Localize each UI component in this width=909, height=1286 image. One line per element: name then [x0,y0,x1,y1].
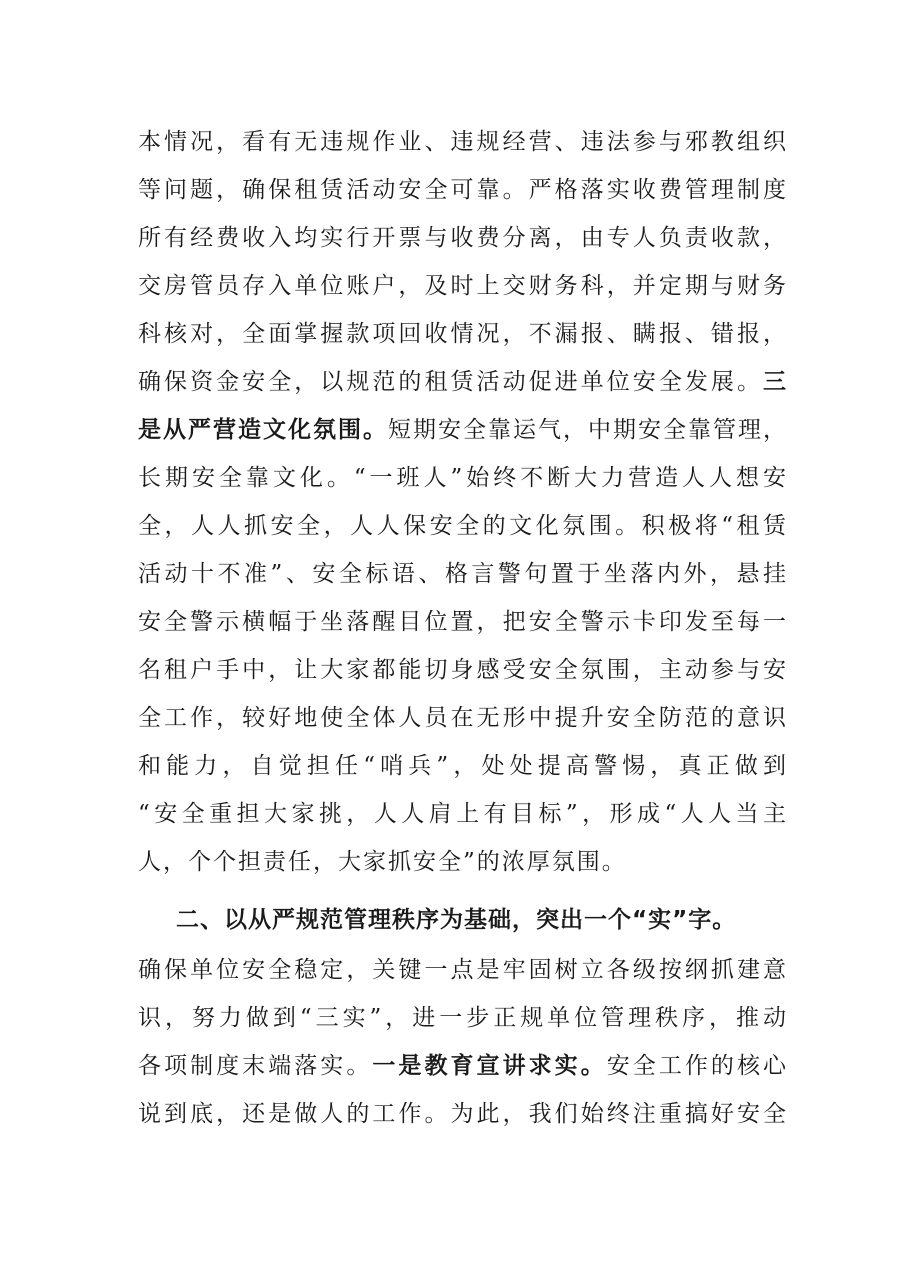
paragraph-line: 活动十不准”、安全标语、格言警句置于坐落内外，悬挂 [138,561,788,587]
paragraph-line [138,362,788,402]
paragraph-line: 安全警示横幅于坐落醒目位置，把安全警示卡印发至每一 [138,609,788,635]
paragraph-line: 本情况，看有无违规作业、违规经营、违法参与邪教组织 [138,129,788,155]
paragraph-line: “安全重担大家挑，人人肩上有目标”，形成“人人当主 [138,801,788,827]
bold-lead-text: 三 [763,368,788,395]
paragraph-line: 交房管员存入单位账户，及时上交财务科，并定期与财务 [138,273,788,299]
paragraph-line: 识，努力做到“三实”，进一步正规单位管理秩序，推动 [138,1005,788,1031]
paragraph-text: 短期安全靠运气，中期安全靠管理， [388,417,788,443]
paragraph-line: 和能力，自觉担任“哨兵”，处处提高警惕，真正做到 [138,753,788,779]
paragraph-line: 全工作，较好地使全体人员在无形中提升安全防范的意识 [138,705,788,731]
paragraph-line: 长期安全靠文化。“一班人”始终不断大力营造人人想安 [138,465,788,491]
paragraph-line: 说到底，还是做人的工作。为此，我们始终注重搞好安全 [138,1101,788,1127]
bold-lead-text: 是从严营造文化氛围。 [138,416,388,443]
paragraph-text: 安全工作的核心 [606,1053,789,1079]
section-heading: 二、以从严规范管理秩序为基础，突出一个“实”字。 [176,907,737,933]
paragraph-line: 全，人人抓安全，人人保安全的文化氛围。积极将“租赁 [138,513,788,539]
bold-lead-text: 一是教育宣讲求实。 [372,1052,607,1079]
paragraph-line [138,410,788,450]
paragraph-line: 确保单位安全稳定，关键一点是牢固树立各级按纲抓建意 [138,957,788,983]
paragraph-line: 所有经费收入均实行开票与收费分离，由专人负责收款， [138,225,788,251]
paragraph-text: 各项制度末端落实。 [138,1053,373,1079]
paragraph-text: 确保资金安全，以规范的租赁活动促进单位安全发展。 [138,369,763,395]
paragraph-line: 名租户手中，让大家都能切身感受安全氛围，主动参与安 [138,657,788,683]
paragraph-line [138,1046,788,1086]
paragraph-line: 人，个个担责任，大家抓安全”的浓厚氛围。 [138,849,627,875]
paragraph-line: 等问题，确保租赁活动安全可靠。严格落实收费管理制度 [138,177,788,203]
paragraph-line: 科核对，全面掌握款项回收情况，不漏报、瞒报、错报， [138,321,788,347]
